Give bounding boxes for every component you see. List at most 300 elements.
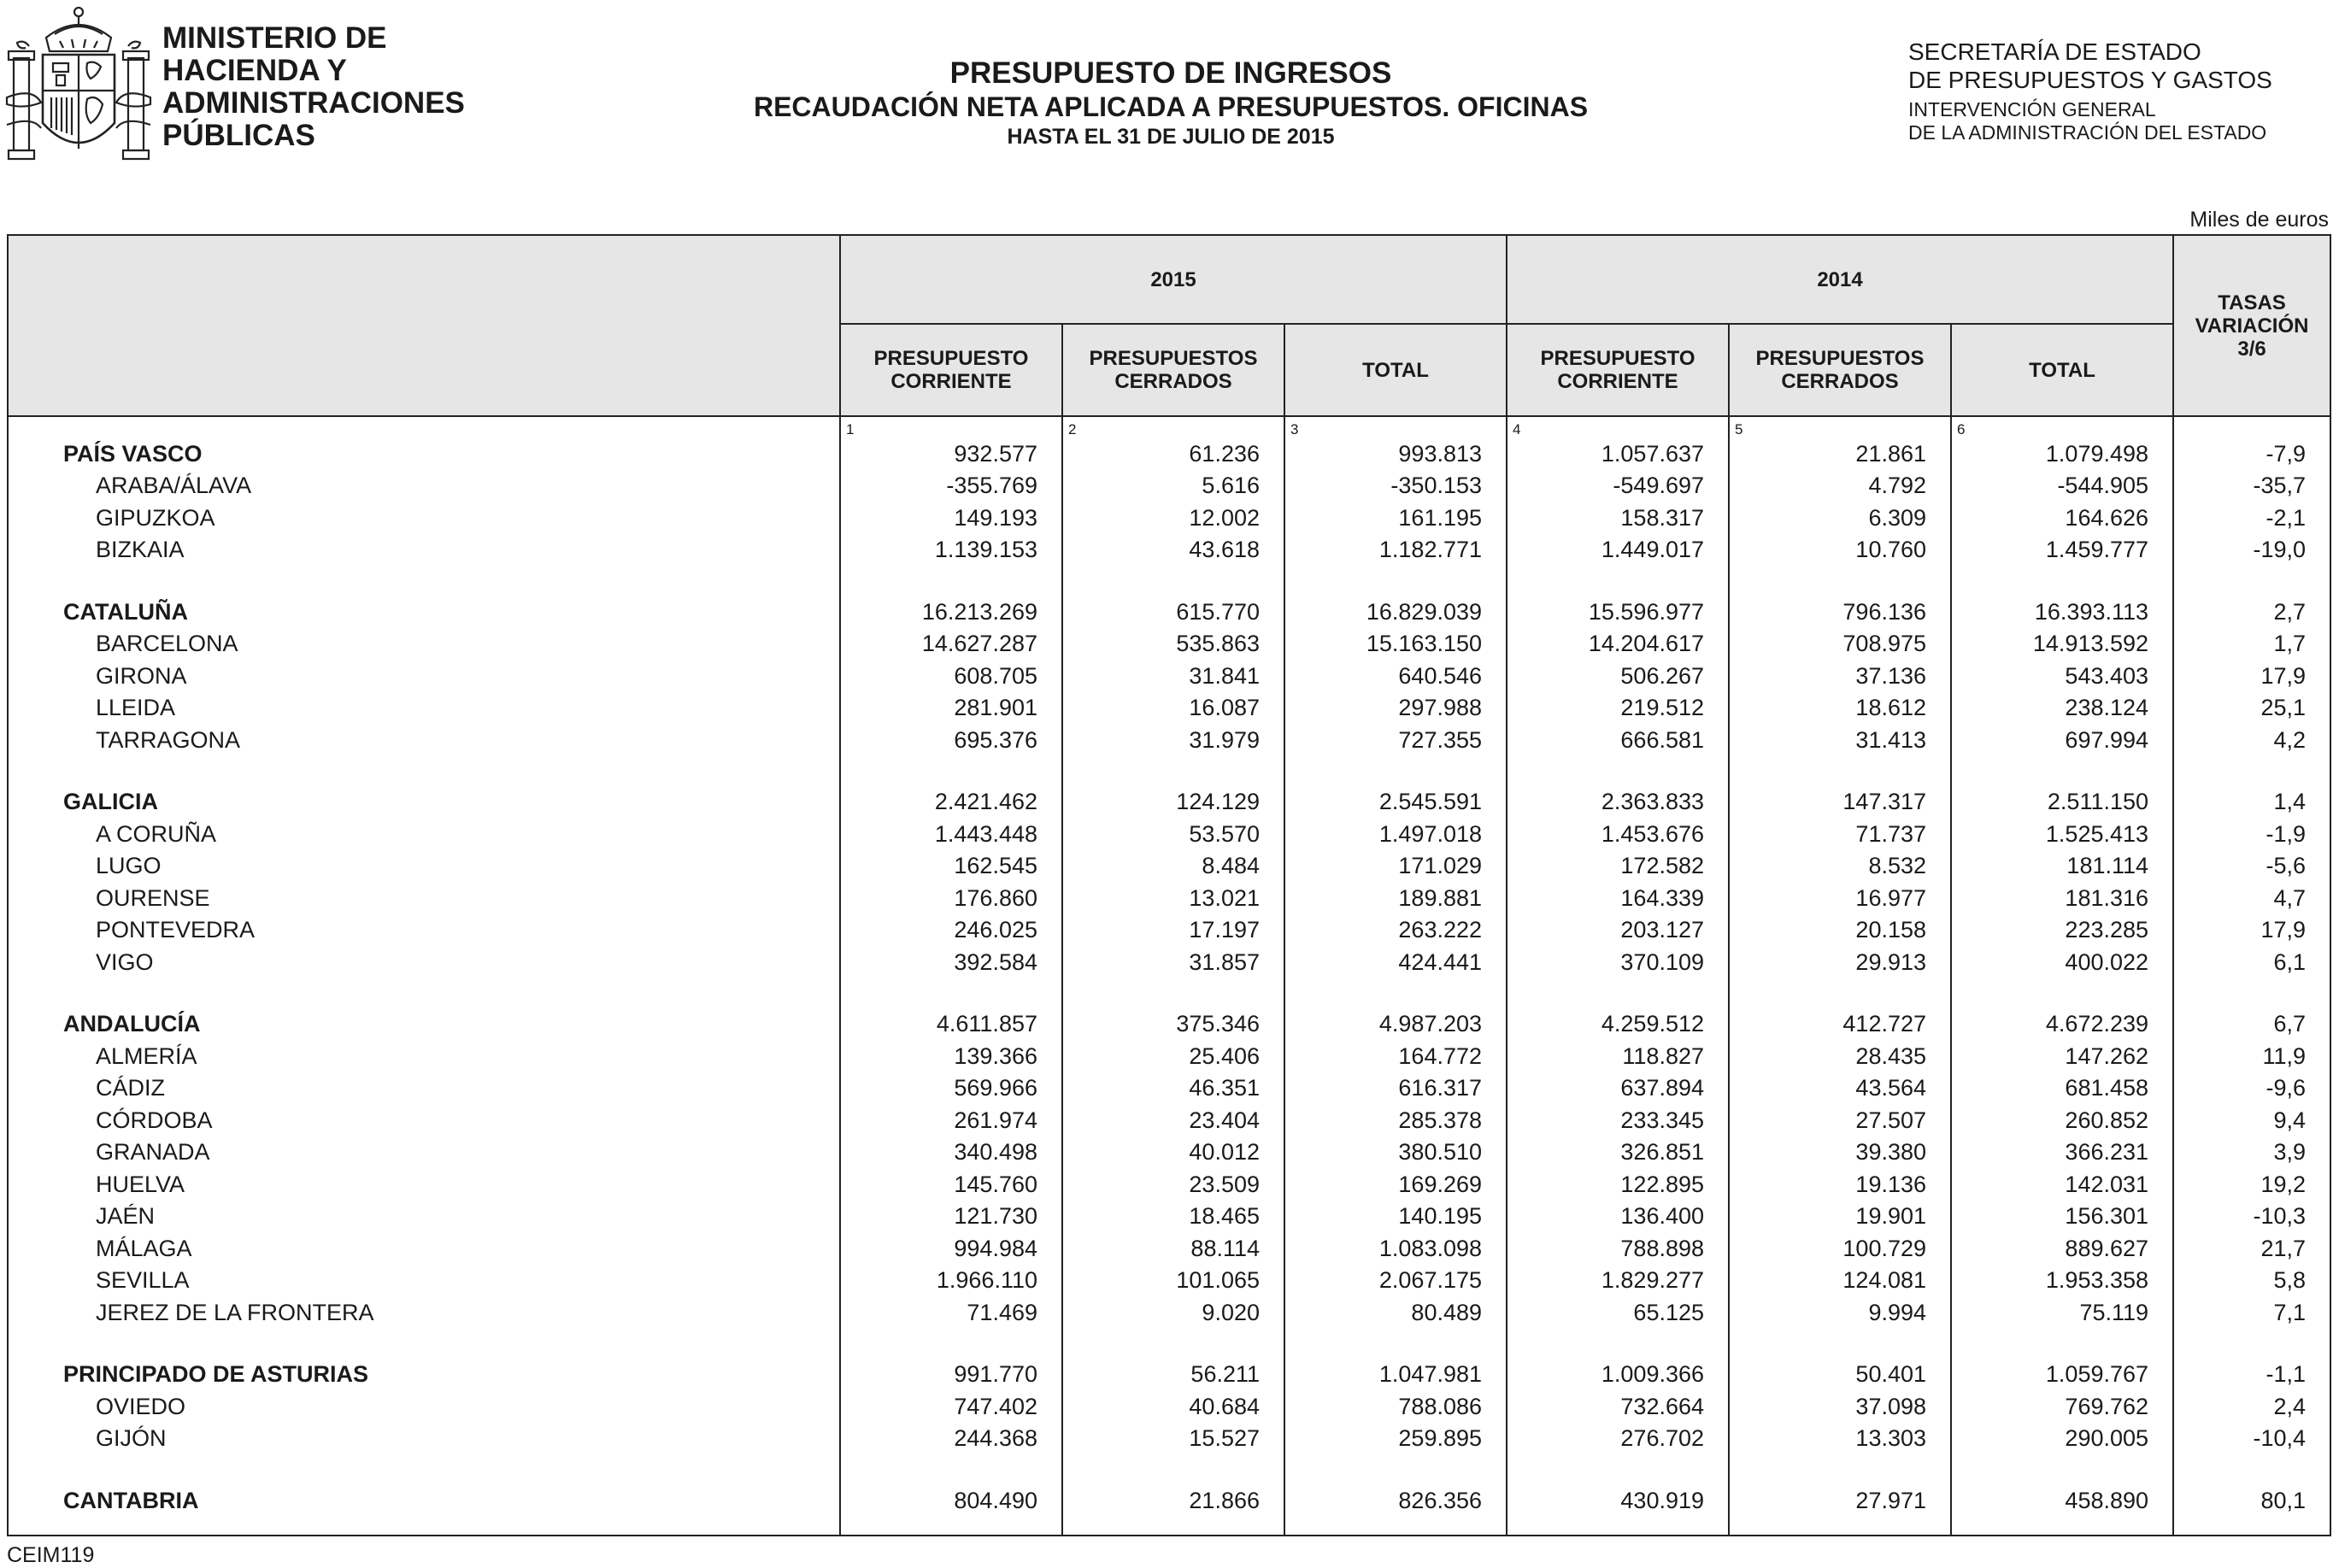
value-cell: 27.971 (1729, 1484, 1951, 1516)
office-name: JAÉN (8, 1201, 840, 1232)
value-cell: 889.627 (1951, 1233, 2173, 1265)
value-cell: 695.376 (840, 725, 1062, 756)
value-cell: 156.301 (1951, 1201, 2173, 1232)
office-name: JEREZ DE LA FRONTERA (8, 1296, 840, 1328)
spacer-cell (1284, 1454, 1507, 1484)
value-cell: 16.393.113 (1951, 596, 2173, 628)
spacer-cell (2173, 1329, 2330, 1359)
rate-cell: -35,7 (2173, 470, 2330, 502)
rate-cell: 2,4 (2173, 1390, 2330, 1422)
office-row (8, 470, 2330, 502)
office-name: OVIEDO (8, 1390, 840, 1422)
value-cell: 608.705 (840, 661, 1062, 692)
value-cell: 458.890 (1951, 1484, 2173, 1516)
value-cell: 18.612 (1729, 692, 1951, 724)
spacer-cell (1951, 978, 2173, 1008)
value-cell: 23.509 (1062, 1169, 1284, 1201)
value-cell: 259.895 (1284, 1423, 1507, 1454)
value-cell: 375.346 (1062, 1008, 1284, 1040)
value-cell: 43.564 (1729, 1072, 1951, 1104)
rate-cell: -19,0 (2173, 534, 2330, 566)
rate-cell: 1,7 (2173, 628, 2330, 660)
value-cell: 826.356 (1284, 1484, 1507, 1516)
spacer-cell (1284, 756, 1507, 786)
value-cell: 50.401 (1729, 1359, 1951, 1390)
spacer-cell (1729, 756, 1951, 786)
rate-cell: -7,9 (2173, 438, 2330, 470)
value-cell: -350.153 (1284, 470, 1507, 502)
value-cell: 290.005 (1951, 1423, 2173, 1454)
value-cell: 124.129 (1062, 786, 1284, 818)
spacer-cell (1729, 1454, 1951, 1484)
office-row (8, 1105, 2330, 1136)
value-cell: 121.730 (840, 1201, 1062, 1232)
value-cell: 4.611.857 (840, 1008, 1062, 1040)
region-row (8, 438, 2330, 470)
spacer-cell (1062, 1329, 1284, 1359)
office-row (8, 1233, 2330, 1265)
spacer-cell (1951, 756, 2173, 786)
value-cell: 118.827 (1507, 1041, 1729, 1072)
column-header-line: CORRIENTE (1557, 370, 1678, 393)
value-cell: 1.449.017 (1507, 534, 1729, 566)
value-cell: 147.262 (1951, 1041, 2173, 1072)
value-cell: 158.317 (1507, 502, 1729, 534)
office-name: VIGO (8, 947, 840, 978)
value-cell: 40.684 (1062, 1390, 1284, 1422)
office-row (8, 692, 2330, 724)
office-name: OURENSE (8, 883, 840, 914)
office-name: PONTEVEDRA (8, 914, 840, 946)
office-name: MÁLAGA (8, 1233, 840, 1265)
column-header-line: CERRADOS (1781, 370, 1899, 393)
value-cell: 412.727 (1729, 1008, 1951, 1040)
rate-cell: -9,6 (2173, 1072, 2330, 1104)
office-name: LUGO (8, 850, 840, 882)
office-name: GRANADA (8, 1136, 840, 1168)
office-row (8, 661, 2330, 692)
value-cell: 13.021 (1062, 883, 1284, 914)
value-cell: 149.193 (840, 502, 1062, 534)
value-cell: 181.316 (1951, 883, 2173, 914)
region-header (8, 235, 840, 416)
units-label: Miles de euros (2189, 208, 2329, 232)
value-cell: 25.406 (1062, 1041, 1284, 1072)
column-header-line: PRESUPUESTOS (1755, 347, 1925, 370)
value-cell: 543.403 (1951, 661, 2173, 692)
rate-cell: 5,8 (2173, 1265, 2330, 1296)
value-cell: 1.459.777 (1951, 534, 2173, 566)
spacer-cell (2173, 1517, 2330, 1536)
office-row (8, 883, 2330, 914)
value-cell: 4.259.512 (1507, 1008, 1729, 1040)
tasas-line: VARIACIÓN (2195, 314, 2309, 338)
region-name: CANTABRIA (8, 1484, 840, 1516)
value-cell: 366.231 (1951, 1136, 2173, 1168)
value-cell: 326.851 (1507, 1136, 1729, 1168)
value-cell: 56.211 (1062, 1359, 1284, 1390)
value-cell: 640.546 (1284, 661, 1507, 692)
value-cell: 804.490 (840, 1484, 1062, 1516)
region-row (8, 1359, 2330, 1390)
office-name: CÓRDOBA (8, 1105, 840, 1136)
value-cell: 122.895 (1507, 1169, 1729, 1201)
value-cell: 101.065 (1062, 1265, 1284, 1296)
value-cell: 164.339 (1507, 883, 1729, 914)
value-cell: -549.697 (1507, 470, 1729, 502)
value-cell: 2.067.175 (1284, 1265, 1507, 1296)
value-cell: 16.087 (1062, 692, 1284, 724)
spacer-cell (840, 1329, 1062, 1359)
spacer-cell (8, 978, 840, 1008)
value-cell: 380.510 (1284, 1136, 1507, 1168)
value-cell: 4.987.203 (1284, 1008, 1507, 1040)
report-subtitle: RECAUDACIÓN NETA APLICADA A PRESUPUESTOS. OFICINAS (753, 91, 1589, 122)
value-cell: 100.729 (1729, 1233, 1951, 1265)
value-cell: 263.222 (1284, 914, 1507, 946)
value-cell: 796.136 (1729, 596, 1951, 628)
rate-cell: -10,3 (2173, 1201, 2330, 1232)
rate-cell: 25,1 (2173, 692, 2330, 724)
value-cell: 233.345 (1507, 1105, 1729, 1136)
value-cell: 4.792 (1729, 470, 1951, 502)
ministry-line: HACIENDA Y (162, 54, 347, 87)
value-cell: 37.136 (1729, 661, 1951, 692)
report-titles (615, 56, 1726, 150)
office-name: TARRAGONA (8, 725, 840, 756)
spacer-cell (1507, 1454, 1729, 1484)
value-cell: 19.901 (1729, 1201, 1951, 1232)
value-cell: 430.919 (1507, 1484, 1729, 1516)
office-name: ALMERÍA (8, 1041, 840, 1072)
rate-cell: 19,2 (2173, 1169, 2330, 1201)
value-cell: 708.975 (1729, 628, 1951, 660)
value-cell: 1.525.413 (1951, 819, 2173, 850)
spacer-cell (1951, 1454, 2173, 1484)
value-cell: 15.596.977 (1507, 596, 1729, 628)
value-cell: 40.012 (1062, 1136, 1284, 1168)
value-cell: 769.762 (1951, 1390, 2173, 1422)
value-cell: 61.236 (1062, 438, 1284, 470)
coat-of-arms-logo (3, 3, 154, 171)
spacer-cell (1729, 1517, 1951, 1536)
office-row (8, 850, 2330, 882)
value-cell: 8.484 (1062, 850, 1284, 882)
spacer-cell (1062, 1517, 1284, 1536)
spacer-cell (8, 1454, 840, 1484)
value-cell: 20.158 (1729, 914, 1951, 946)
value-cell: 1.953.358 (1951, 1265, 2173, 1296)
region-row (8, 596, 2330, 628)
spacer-cell (1507, 756, 1729, 786)
rate-cell: 17,9 (2173, 914, 2330, 946)
office-name: GIRONA (8, 661, 840, 692)
value-cell: 13.303 (1729, 1423, 1951, 1454)
office-name: SEVILLA (8, 1265, 840, 1296)
column-header-line: CORRIENTE (890, 370, 1012, 393)
rate-cell: 11,9 (2173, 1041, 2330, 1072)
office-row (8, 1423, 2330, 1454)
value-cell: 637.894 (1507, 1072, 1729, 1104)
rate-cell: 2,7 (2173, 596, 2330, 628)
spacer-cell (1507, 567, 1729, 596)
spacer-cell (2173, 1454, 2330, 1484)
value-cell: 65.125 (1507, 1296, 1729, 1328)
value-cell: 747.402 (840, 1390, 1062, 1422)
column-header-line: TOTAL (1362, 358, 1429, 382)
column-header (1507, 324, 1729, 416)
value-cell: 5.616 (1062, 470, 1284, 502)
spacer-cell (2173, 756, 2330, 786)
ministry-line: MINISTERIO DE (162, 21, 387, 55)
column-header-line: CERRADOS (1114, 370, 1232, 393)
spacer-cell (1729, 978, 1951, 1008)
office-name: HUELVA (8, 1169, 840, 1201)
report-date: HASTA EL 31 DE JULIO DE 2015 (1007, 125, 1335, 149)
column-header (1284, 324, 1507, 416)
intervencion-line: DE LA ADMINISTRACIÓN DEL ESTADO (1908, 121, 2267, 144)
value-cell: 1.059.767 (1951, 1359, 2173, 1390)
value-cell: -355.769 (840, 470, 1062, 502)
spacer-cell (1062, 756, 1284, 786)
value-cell: 164.772 (1284, 1041, 1507, 1072)
value-cell: 9.994 (1729, 1296, 1951, 1328)
value-cell: 21.861 (1729, 438, 1951, 470)
value-cell: 2.545.591 (1284, 786, 1507, 818)
office-row (8, 947, 2330, 978)
rate-cell: 80,1 (2173, 1484, 2330, 1516)
value-cell: 1.453.676 (1507, 819, 1729, 850)
value-cell: 10.760 (1729, 534, 1951, 566)
rate-cell: 21,7 (2173, 1233, 2330, 1265)
tasas-line: TASAS (2218, 291, 2286, 314)
value-cell: 161.195 (1284, 502, 1507, 534)
column-number: 5 (1729, 416, 1951, 438)
office-row (8, 1169, 2330, 1201)
value-cell: 203.127 (1507, 914, 1729, 946)
value-cell: 29.913 (1729, 947, 1951, 978)
spacer-cell (8, 1517, 840, 1536)
value-cell: 932.577 (840, 438, 1062, 470)
rate-cell: -1,1 (2173, 1359, 2330, 1390)
column-number: 1 (840, 416, 1062, 438)
office-row (8, 914, 2330, 946)
value-cell: 27.507 (1729, 1105, 1951, 1136)
value-cell: 2.363.833 (1507, 786, 1729, 818)
value-cell: 697.994 (1951, 725, 2173, 756)
value-cell: 124.081 (1729, 1265, 1951, 1296)
spacer-cell (840, 1454, 1062, 1484)
value-cell: 788.898 (1507, 1233, 1729, 1265)
region-name: ANDALUCÍA (8, 1008, 840, 1040)
value-cell: 535.863 (1062, 628, 1284, 660)
value-cell: 8.532 (1729, 850, 1951, 882)
column-number: 4 (1507, 416, 1729, 438)
column-header-line: PRESUPUESTOS (1089, 347, 1258, 370)
value-cell: 147.317 (1729, 786, 1951, 818)
value-cell: 1.047.981 (1284, 1359, 1507, 1390)
value-cell: 172.582 (1507, 850, 1729, 882)
spacer-cell (1062, 978, 1284, 1008)
value-cell: 46.351 (1062, 1072, 1284, 1104)
value-cell: 615.770 (1062, 596, 1284, 628)
spacer-cell (1951, 567, 2173, 596)
value-cell: 1.443.448 (840, 819, 1062, 850)
report-title: PRESUPUESTO DE INGRESOS (949, 56, 1392, 90)
region-row (8, 786, 2330, 818)
region-row (8, 1008, 2330, 1040)
value-cell: 223.285 (1951, 914, 2173, 946)
office-row (8, 1201, 2330, 1232)
value-cell: 276.702 (1507, 1423, 1729, 1454)
spacer-cell (840, 756, 1062, 786)
value-cell: 16.213.269 (840, 596, 1062, 628)
office-row (8, 1072, 2330, 1104)
value-cell: 506.267 (1507, 661, 1729, 692)
spacer-cell (840, 567, 1062, 596)
value-cell: 991.770 (840, 1359, 1062, 1390)
rate-cell: -1,9 (2173, 819, 2330, 850)
spacer-cell (1284, 978, 1507, 1008)
rate-cell: 7,1 (2173, 1296, 2330, 1328)
spacer-cell (1507, 1329, 1729, 1359)
value-cell: 1.182.771 (1284, 534, 1507, 566)
spacer-cell (1951, 1329, 2173, 1359)
value-cell: 164.626 (1951, 502, 2173, 534)
value-cell: 681.458 (1951, 1072, 2173, 1104)
value-cell: 340.498 (840, 1136, 1062, 1168)
value-cell: 1.057.637 (1507, 438, 1729, 470)
region-name: GALICIA (8, 786, 840, 818)
value-cell: 400.022 (1951, 947, 2173, 978)
region-row (8, 1484, 2330, 1516)
intervencion-line: INTERVENCIÓN GENERAL (1908, 98, 2156, 120)
spacer-cell (1284, 1329, 1507, 1359)
value-cell: 140.195 (1284, 1201, 1507, 1232)
office-row (8, 819, 2330, 850)
region-name: PRINCIPADO DE ASTURIAS (8, 1359, 840, 1390)
value-cell: 136.400 (1507, 1201, 1729, 1232)
value-cell: 171.029 (1284, 850, 1507, 882)
column-number: 3 (1284, 416, 1507, 438)
value-cell: 18.465 (1062, 1201, 1284, 1232)
column-header (840, 324, 1062, 416)
value-cell: 6.309 (1729, 502, 1951, 534)
column-number: 2 (1062, 416, 1284, 438)
value-cell: 285.378 (1284, 1105, 1507, 1136)
value-cell: 176.860 (840, 883, 1062, 914)
value-cell: 2.511.150 (1951, 786, 2173, 818)
office-row (8, 1265, 2330, 1296)
value-cell: 39.380 (1729, 1136, 1951, 1168)
rate-cell: 6,1 (2173, 947, 2330, 978)
spacer-cell (1507, 1517, 1729, 1536)
office-row (8, 534, 2330, 566)
office-name: BIZKAIA (8, 534, 840, 566)
spacer-cell (1729, 1329, 1951, 1359)
secretaria-line: DE PRESUPUESTOS Y GASTOS (1908, 67, 2272, 93)
spacer-cell (1284, 1517, 1507, 1536)
value-cell: 16.977 (1729, 883, 1951, 914)
column-number: 6 (1951, 416, 2173, 438)
value-cell: 4.672.239 (1951, 1008, 2173, 1040)
value-cell: 169.269 (1284, 1169, 1507, 1201)
year-2015-header: 2015 (840, 235, 1507, 324)
tasas-line: 3/6 (2237, 337, 2266, 361)
value-cell: 1.497.018 (1284, 819, 1507, 850)
spacer-cell (840, 978, 1062, 1008)
spacer-cell (8, 567, 840, 596)
value-cell: 788.086 (1284, 1390, 1507, 1422)
value-cell: 9.020 (1062, 1296, 1284, 1328)
value-cell: 162.545 (840, 850, 1062, 882)
value-cell: 244.368 (840, 1423, 1062, 1454)
value-cell: 31.857 (1062, 947, 1284, 978)
value-cell: 993.813 (1284, 438, 1507, 470)
value-cell: -544.905 (1951, 470, 2173, 502)
office-name: ARABA/ÁLAVA (8, 470, 840, 502)
column-number-cell (2173, 416, 2330, 438)
tasas-header (2173, 235, 2330, 416)
office-name: GIPUZKOA (8, 502, 840, 534)
value-cell: 392.584 (840, 947, 1062, 978)
spacer-cell (1062, 567, 1284, 596)
office-row (8, 502, 2330, 534)
rate-cell: 1,4 (2173, 786, 2330, 818)
value-cell: 43.618 (1062, 534, 1284, 566)
office-row (8, 1041, 2330, 1072)
rate-cell: -10,4 (2173, 1423, 2330, 1454)
value-cell: 71.469 (840, 1296, 1062, 1328)
spacer-cell (1951, 1517, 2173, 1536)
rate-cell: 3,9 (2173, 1136, 2330, 1168)
value-cell: 16.829.039 (1284, 596, 1507, 628)
value-cell: 142.031 (1951, 1169, 2173, 1201)
office-name: BARCELONA (8, 628, 840, 660)
value-cell: 1.079.498 (1951, 438, 2173, 470)
value-cell: 1.966.110 (840, 1265, 1062, 1296)
value-cell: 424.441 (1284, 947, 1507, 978)
column-header-line: PRESUPUESTO (873, 347, 1029, 370)
value-cell: 219.512 (1507, 692, 1729, 724)
spacer-cell (2173, 567, 2330, 596)
value-cell: 370.109 (1507, 947, 1729, 978)
office-name: CÁDIZ (8, 1072, 840, 1104)
spacer-cell (8, 1329, 840, 1359)
column-header (1062, 324, 1284, 416)
spacer-cell (8, 756, 840, 786)
value-cell: 1.083.098 (1284, 1233, 1507, 1265)
value-cell: 19.136 (1729, 1169, 1951, 1201)
rate-cell: 4,7 (2173, 883, 2330, 914)
column-header (1951, 324, 2173, 416)
office-row (8, 1390, 2330, 1422)
column-header (1729, 324, 1951, 416)
value-cell: 569.966 (840, 1072, 1062, 1104)
value-cell: 281.901 (840, 692, 1062, 724)
value-cell: 31.841 (1062, 661, 1284, 692)
spacer-cell (840, 1517, 1062, 1536)
value-cell: 71.737 (1729, 819, 1951, 850)
value-cell: 189.881 (1284, 883, 1507, 914)
value-cell: 139.366 (840, 1041, 1062, 1072)
value-cell: 261.974 (840, 1105, 1062, 1136)
ministry-line: PÚBLICAS (162, 119, 315, 152)
value-cell: 23.404 (1062, 1105, 1284, 1136)
value-cell: 994.984 (840, 1233, 1062, 1265)
office-row (8, 1136, 2330, 1168)
office-row (8, 725, 2330, 756)
